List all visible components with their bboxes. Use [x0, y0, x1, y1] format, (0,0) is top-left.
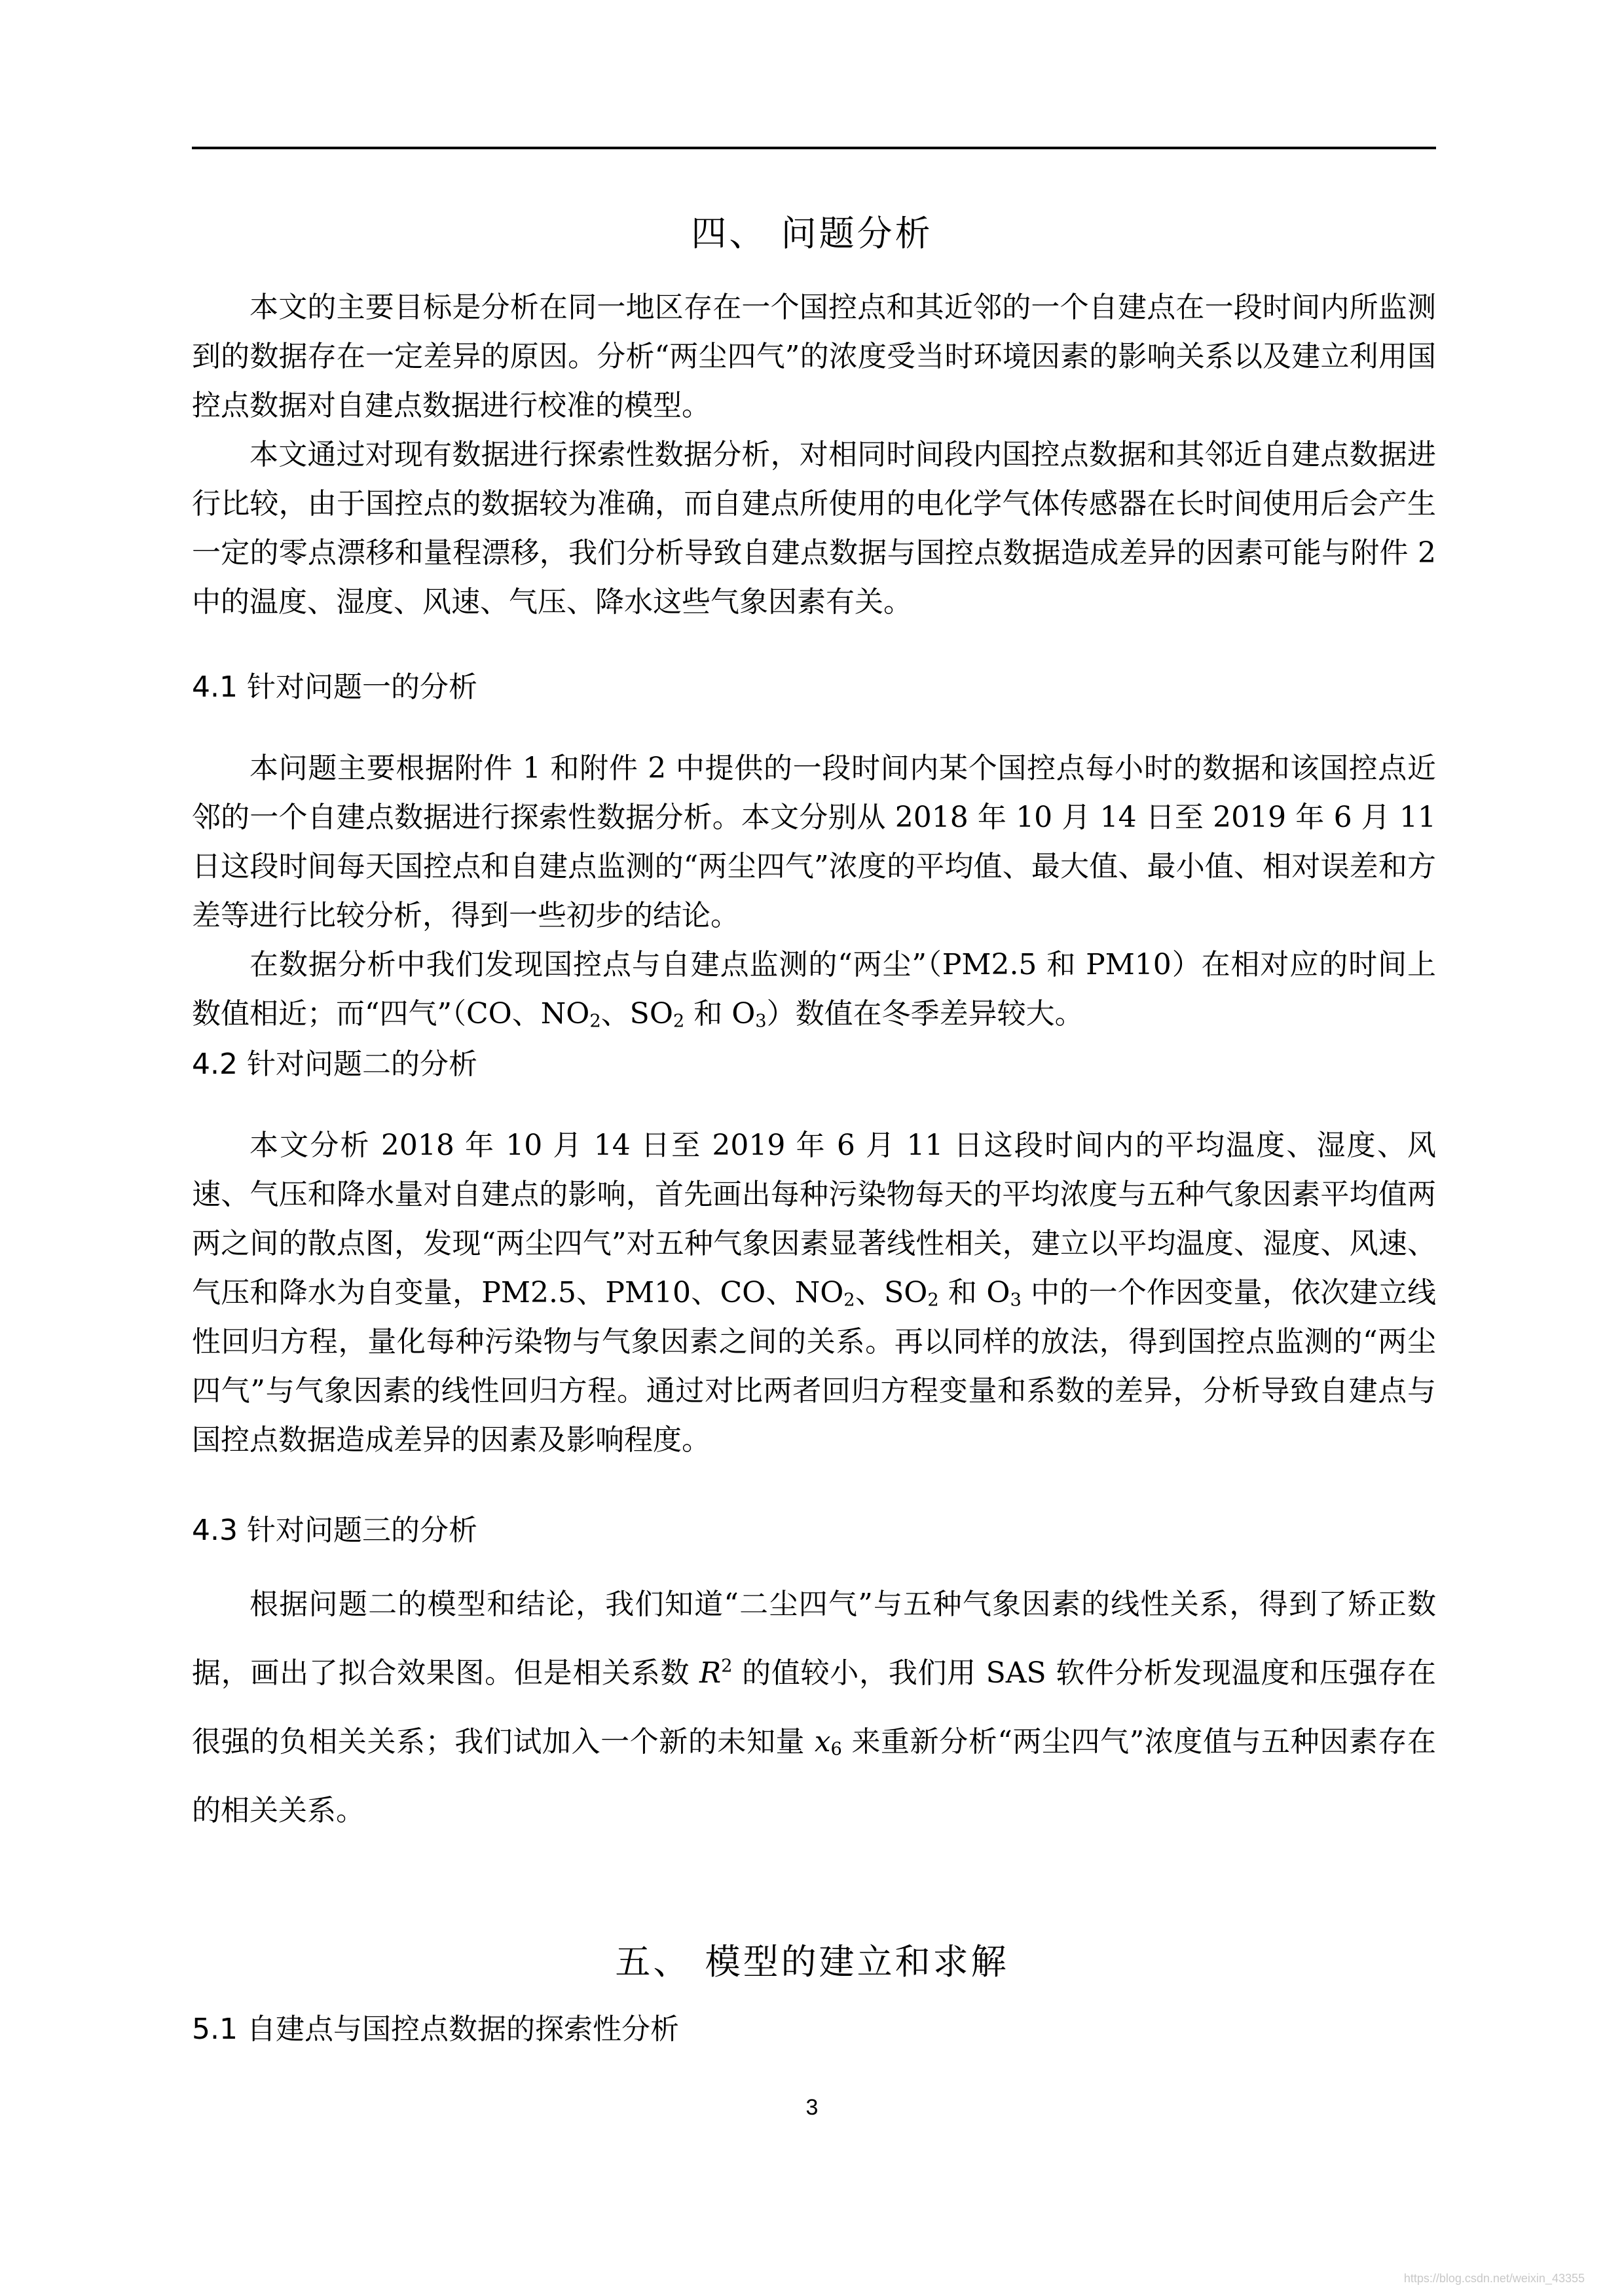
r-squared-symbol: R [699, 1656, 722, 1690]
section-4-paragraph-1: 本文的主要目标是分析在同一地区存在一个国控点和其近邻的一个自建点在一段时间内所监测到的数据存在一定差异的原因。分析“两尘四气”的浓度受当时环境因素的影响关系以及建立利用国控点数据对自建点数据进行校准的模型。 [192, 291, 1436, 422]
section-4-title: 四、 问题分析 [691, 213, 933, 254]
watermark-text: https://blog.csdn.net/weixin_43355 [1403, 2272, 1585, 2285]
section-4-1-heading: 4.1 针对问题一的分析 [192, 670, 477, 704]
header-rule [192, 147, 1436, 149]
section-4-2-paragraph-1: 本文分析 2018 年 10 月 14 日至 2019 年 6 月 11 日这段时间内的平均温度、湿度、风速、气压和降水量对自建点的影响，首先画出每种污染物每天的平均浓度与五种气象因素平均值两两之间的散点图，发现“两尘四气”对五种气象因素显著线性相关，建立以平均温度、湿度、风速、气压和降水为自变量，PM2.5、PM10、CO、$NO_2$、$SO_2$ 和 $O_3$ 中的一个作因变量，依次建立线性回归方程，量化每种污染物与气象因素之间的关系。再以同样的放法，得到国控点监测的“两尘四气”与气象因素的线性回归方程。通过对比两者回归方程变量和系数的差异，分析导致自建点与国控点数据造成差异的因素及影响程度。 [192, 1129, 1437, 1457]
page-number: 3 [805, 2095, 819, 2120]
section-4-1-paragraph-1: 本问题主要根据附件 1 和附件 2 中提供的一段时间内某个国控点每小时的数据和该国控点近邻的一个自建点数据进行探索性数据分析。本文分别从 2018 年 10 月 14 日至 2019 年 6 月 11 日这段时间每天国控点和自建点监测的“两尘四气”浓度的平均值、最大值、最小值、相对误差和方差等进行比较分析，得到一些初步的结论。 [192, 752, 1436, 932]
section-4-1-paragraph-2: 在数据分析中我们发现国控点与自建点监测的“两尘”（PM2.5 和 PM10）在相对应的时间上数值相近；而“四气”（CO、$NO_2$、$SO_2$ 和 $O_3$）数值在冬季差异较大。 [192, 948, 1436, 1032]
section-5-1-heading: 5.1 自建点与国控点数据的探索性分析 [192, 2013, 679, 2046]
section-4-3-paragraph-1: 根据问题二的模型和结论，我们知道“二尘四气”与五种气象因素的线性关系，得到了矫正数据，画出了拟合效果图。但是相关系数 $R^2$ 的值较小，我们用 SAS 软件分析发现温度和压强存在很强的负相关关系；我们试加入一个新的未知量 $x_6$ 来重新分析“两尘四气”浓度值与五种因素存在的相关关系。 [192, 1588, 1436, 1827]
x6-symbol: x [814, 1725, 831, 1758]
section-5-title: 五、 模型的建立和求解 [615, 1941, 1009, 1982]
section-4-paragraph-2: 本文通过对现有数据进行探索性数据分析，对相同时间段内国控点数据和其邻近自建点数据进行比较，由于国控点的数据较为准确，而自建点所使用的电化学气体传感器在长时间使用后会产生一定的零点漂移和量程漂移，我们分析导致自建点数据与国控点数据造成差异的因素可能与附件 2 中的温度、湿度、风速、气压、降水这些气象因素有关。 [192, 438, 1436, 619]
section-4-3-heading: 4.3 针对问题三的分析 [192, 1514, 477, 1547]
section-4-2-heading: 4.2 针对问题二的分析 [192, 1048, 477, 1081]
